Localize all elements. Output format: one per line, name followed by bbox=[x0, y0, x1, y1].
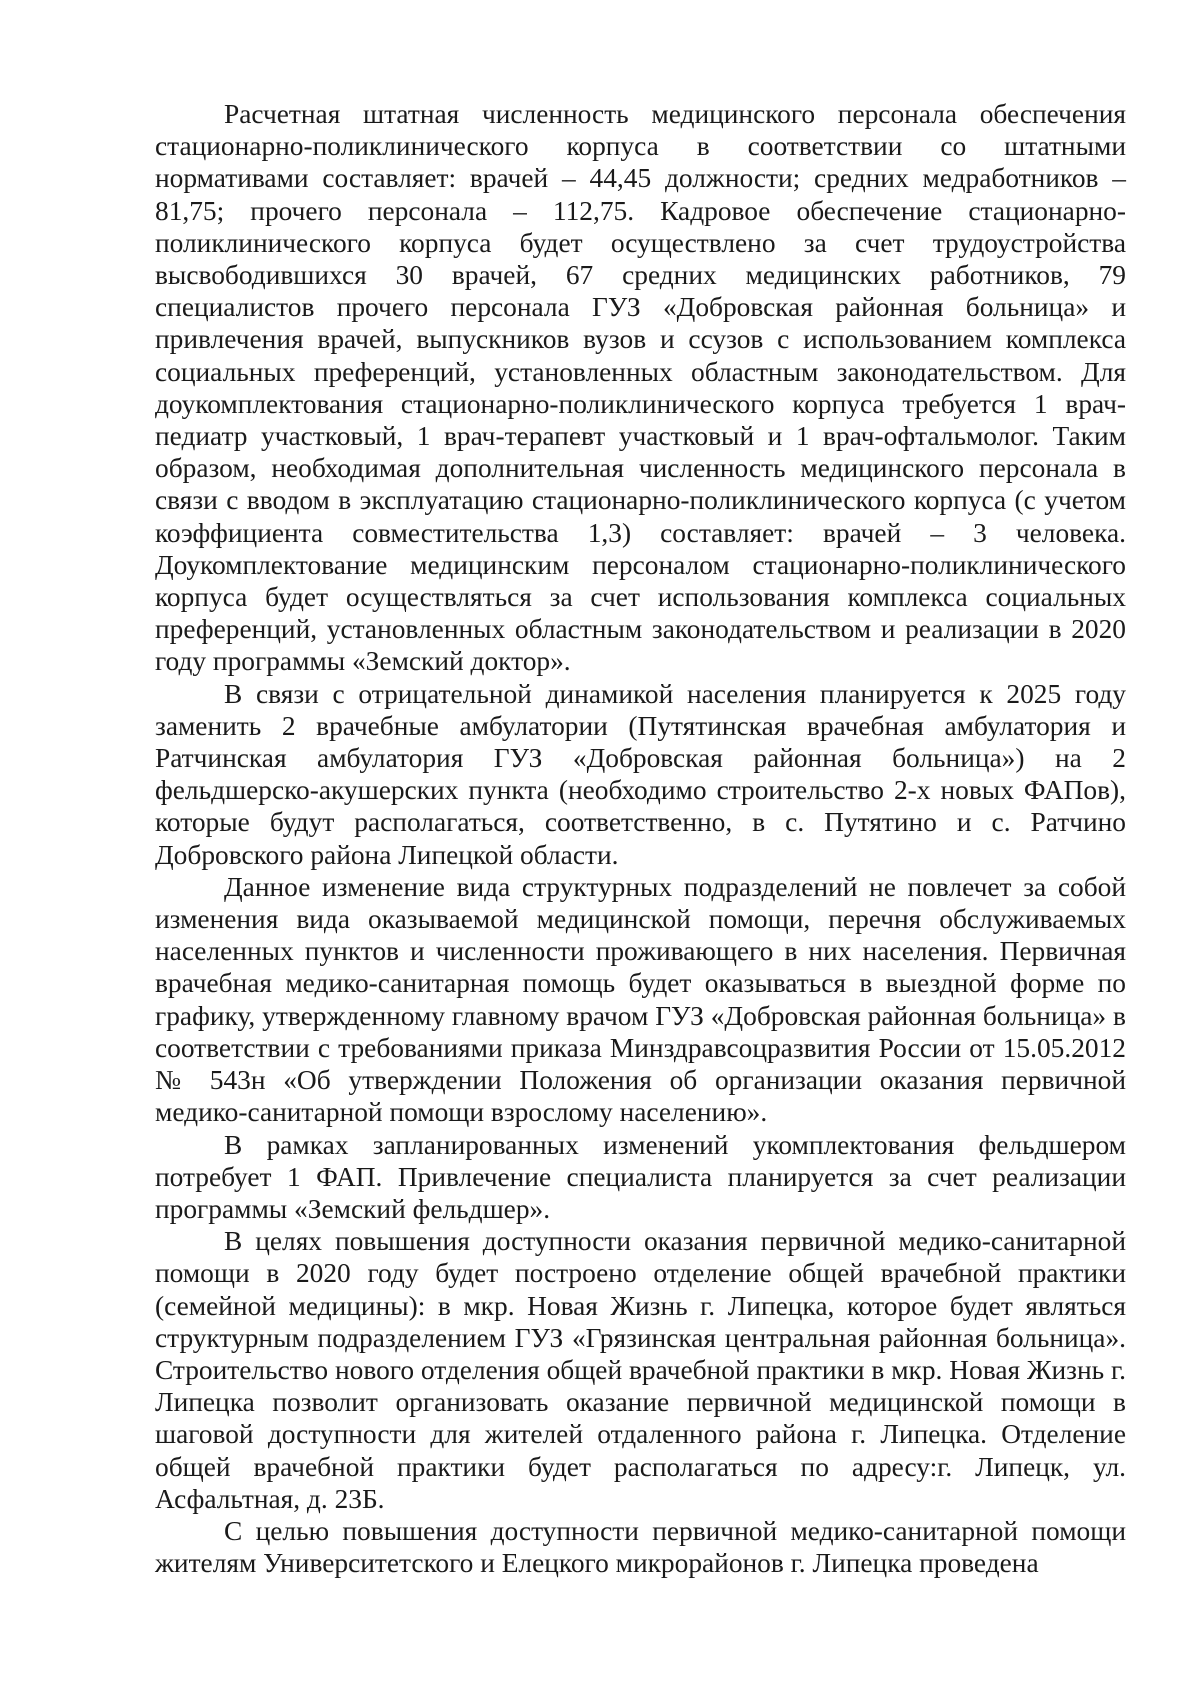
document-body bbox=[155, 98, 1126, 1579]
paragraph-continuation: С целью повышения доступности первичной медико-санитарной помощи жителям Университетского и Елецкого микрорайонов г. Липецка проведена bbox=[155, 1515, 1126, 1579]
paragraph-ambulatory-replacement: В связи с отрицательной динамикой населения планируется к 2025 году заменить 2 врачебные амбулатории (Путятинская врачебная амбулатория и Ратчинская амбулатория ГУЗ «Добровская районная больница») на 2 фельдшерско-акушерских пункта (необходимо строительство 2-х новых ФАПов), которые будут располагаться, соответственно, в с. Путятино и с. Ратчино Добровского района Липецкой области. bbox=[155, 678, 1126, 870]
paragraph-staffing: Расчетная штатная численность медицинского персонала обеспечения стационарно-поликлинического корпуса в соответствии со штатными нормативами составляет: врачей – 44,45 должности; средних медработников – 81,75; прочего персонала – 112,75. Кадровое обеспечение стационарно-поликлинического корпуса будет осуществлено за счет трудоустройства высвободившихся 30 врачей, 67 средних медицинских работников, 79 специалистов прочего персонала ГУЗ «Добровская районная больница» и привлечения врачей, выпускников вузов и ссузов с использованием комплекса социальных преференций, установленных областным законодательством. Для доукомплектования стационарно-поликлинического корпуса требуется 1 врач-педиатр участковый, 1 врач-терапевт участковый и 1 врач-офтальмолог. Таким образом, необходимая дополнительная численность медицинского персонала в связи с вводом в эксплуатацию стационарно-поликлинического корпуса (с учетом коэффициента совместительства 1,3) составляет: врачей – 3 человека. Доукомплектование медицинским персоналом стационарно-поликлинического корпуса будет осуществляться за счет использования комплекса социальных преференций, установленных областным законодательством и реализации в 2020 году программы «Земский доктор». bbox=[155, 99, 1126, 677]
paragraph-general-practice-department: В целях повышения доступности оказания первичной медико-санитарной помощи в 2020 году будет построено отделение общей врачебной практики (семейной медицины): в мкр. Новая Жизнь г. Липецка, которое будет являться структурным подразделением ГУЗ «Грязинская центральная районная больница». Строительство нового отделения общей врачебной практики в мкр. Новая Жизнь г. Липецка позволит организовать оказание первичной медицинской помощи в шаговой доступности для жителей отдаленного района г. Липецка. Отделение общей врачебной практики будет располагаться по адресу:г. Липецк, ул. Асфальтная, д. 23Б. bbox=[155, 1226, 1126, 1514]
paragraph-feldsher-staffing: В рамках запланированных изменений укомплектования фельдшером потребует 1 ФАП. Привлечение специалиста планируется за счет реализации программы «Земский фельдшер». bbox=[155, 1129, 1126, 1224]
paragraph-structural-change: Данное изменение вида структурных подразделений не повлечет за собой изменения вида оказываемой медицинской помощи, перечня обслуживаемых населенных пунктов и численности проживающего в них населения. Первичная врачебная медико-санитарная помощь будет оказываться в выездной форме по графику, утвержденному главному врачом ГУЗ «Добровская районная больница» в соответствии с требованиями приказа Минздравсоцразвития России от 15.05.2012 № 543н «Об утверждении Положения об организации оказания первичной медико-санитарной помощи взрослому населению». bbox=[155, 871, 1126, 1128]
